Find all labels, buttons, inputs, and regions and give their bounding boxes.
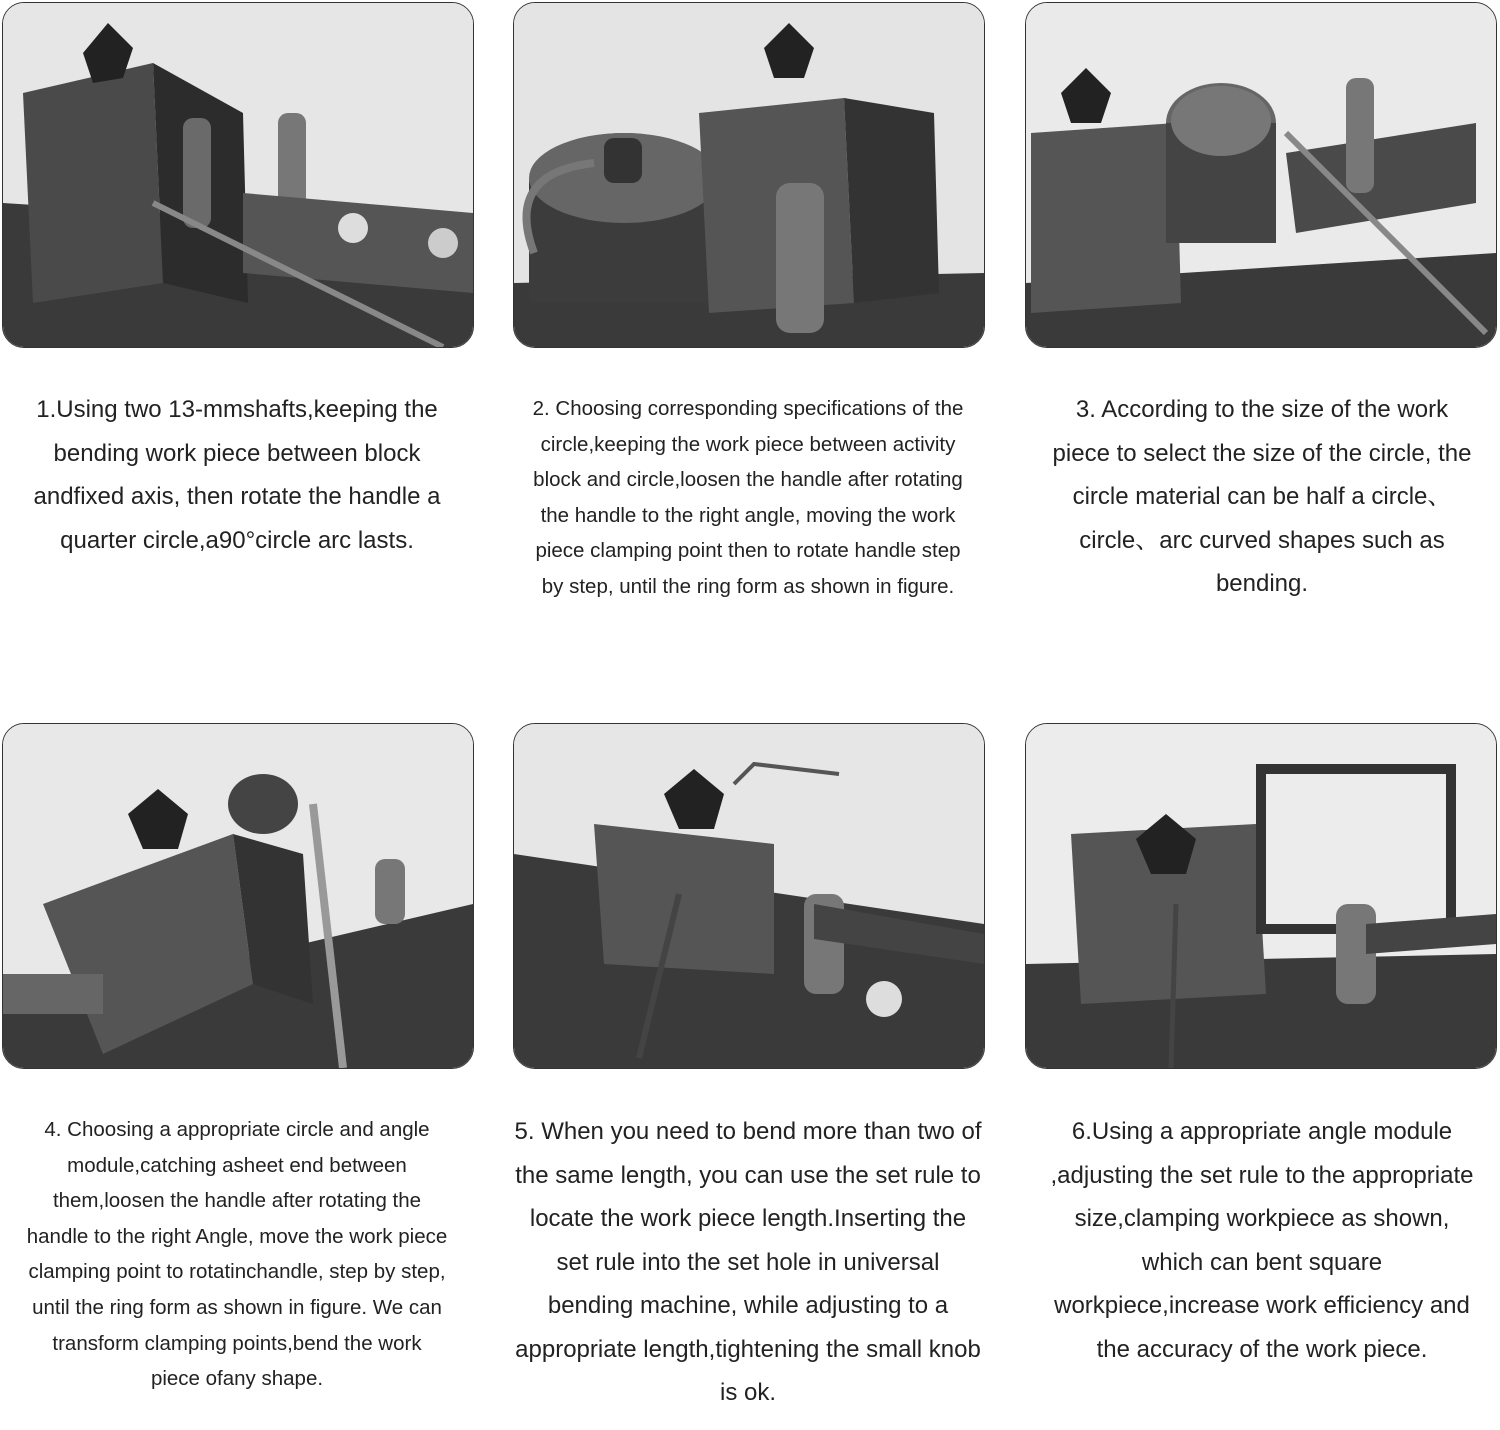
step-6-caption: 6.Using a appropriate angle module ,adjusting the set rule to the appropriate size,clamping workpiece as shown, which can bent square workpiece,increase work efficiency and the accuracy of the work piece. xyxy=(1050,1118,1474,1363)
bending-machine-illustration xyxy=(514,724,984,1068)
step-2-photo xyxy=(513,2,985,348)
step-3-caption: 3. According to the size of the work piece to select the size of the circle, the circle material can be half a circle、circle、arc curved shapes such as bending. xyxy=(1052,396,1472,597)
bending-machine-illustration xyxy=(514,3,984,347)
step-6-photo xyxy=(1025,723,1497,1069)
bending-machine-illustration xyxy=(3,3,473,347)
bending-machine-illustration xyxy=(1026,724,1496,1068)
step-4-photo xyxy=(2,723,474,1069)
step-3-photo xyxy=(1025,2,1497,348)
bending-machine-illustration xyxy=(1026,3,1496,347)
step-1-caption: 1.Using two 13-mmshafts,keeping the bending work piece between block andfixed axis, then rotate the handle a quarter circle,a90°circle arc lasts. xyxy=(33,396,441,554)
step-5-caption: 5. When you need to bend more than two of the same length, you can use the set rule to locate the work piece length.Inserting the set rule into the set hole in universal bending machine, while adjusting to a appropriate length,tightening the small knob is ok. xyxy=(514,1118,982,1406)
step-4-caption: 4. Choosing a appropriate circle and angle module,catching asheet end between them,loosen the handle after rotating the handle to the right Angle, move the work piece clamping point to rotatinchandle, step by step, until the ring form as shown in figure. We can transform clamping points,bend the work piece ofany shape. xyxy=(26,1118,448,1391)
bending-machine-illustration xyxy=(3,724,473,1068)
step-5-photo xyxy=(513,723,985,1069)
step-1-photo xyxy=(2,2,474,348)
step-2-caption: 2. Choosing corresponding specifications of the circle,keeping the work piece between activity block and circle,loosen the handle after rotating the handle to the right angle, moving the work piece clamping point then to rotate handle step by step, until the ring form as shown in figure. xyxy=(532,397,964,598)
